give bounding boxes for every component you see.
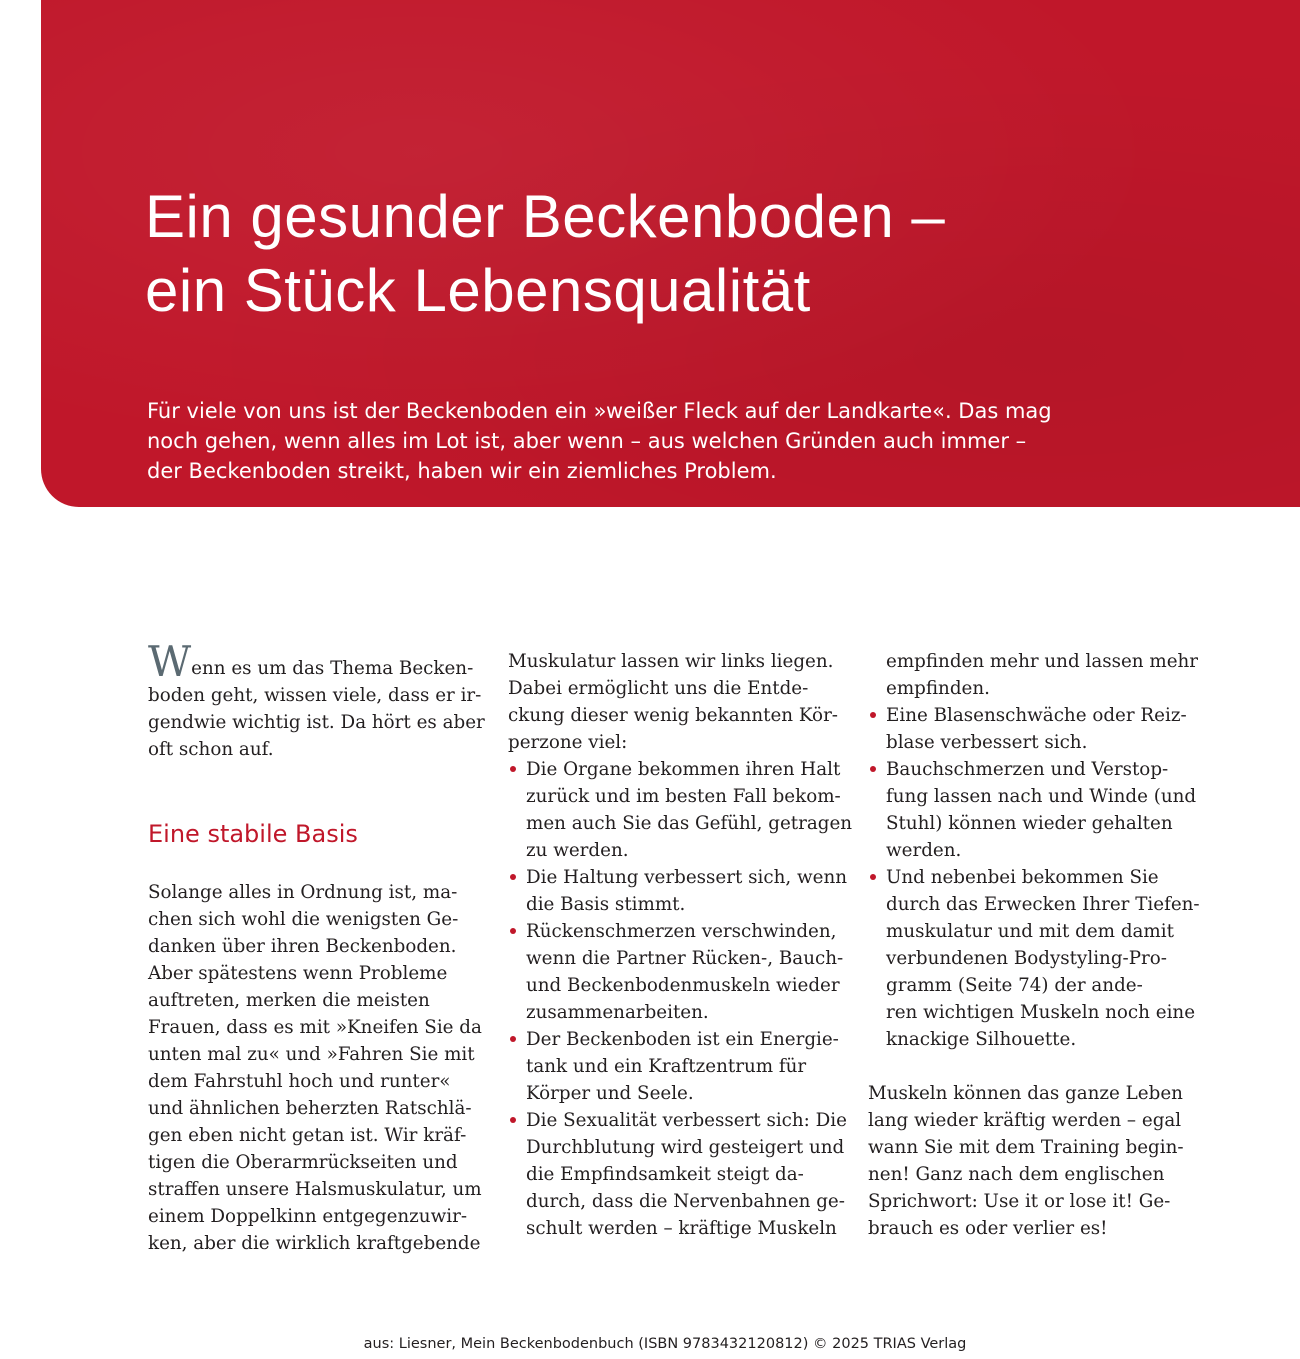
list-item-line: schult werden – kräftige Muskeln (526, 1218, 837, 1239)
text-column-1 (148, 637, 485, 1257)
list-item-line: Stuhl) können wieder gehalten (886, 813, 1173, 834)
list-item-line: Durchblutung wird gesteigert und (526, 1137, 845, 1158)
list-item-line: tank und ein Kraftzentrum für (526, 1056, 807, 1077)
list-item-line: werden. (886, 840, 962, 861)
intro-line: noch gehen, wenn alles im Lot ist, aber wenn – aus welchen Gründen auch immer – (147, 429, 1027, 453)
text-column-3 (868, 648, 1200, 1242)
list-item-line: Der Beckenboden ist ein Energie- (526, 1029, 839, 1050)
list-item-line: Die Sexualität verbessert sich: Die (526, 1110, 847, 1131)
list-item (508, 864, 847, 918)
bullet-dot-icon (510, 928, 516, 934)
drop-cap: W (148, 637, 192, 686)
list-item (868, 702, 1188, 756)
list-item-line: Und nebenbei bekommen Sie (886, 867, 1159, 888)
list-item-line: knackige Silhouette. (886, 1029, 1077, 1050)
list-item (508, 1107, 847, 1242)
paragraph-line: Frauen, dass es mit »Kneifen Sie da (148, 1017, 482, 1038)
section-heading: Eine stabile Basis (148, 820, 358, 848)
intro-line: der Beckenboden streikt, haben wir ein ziemliches Problem. (147, 459, 777, 483)
paragraph-line: Dabei ermöglicht uns die Entde- (508, 678, 809, 699)
paragraph-line: dem Fahrstuhl hoch und runter« (148, 1071, 451, 1092)
list-item-line: Körper und Seele. (526, 1083, 694, 1104)
list-item (868, 756, 1197, 864)
bullet-dot-icon (510, 766, 516, 772)
list-item (868, 864, 1200, 1053)
bullet-dot-icon (510, 874, 516, 880)
bullet-dot-icon (510, 1117, 516, 1123)
bullet-dot-icon (870, 766, 876, 772)
paragraph-line: lang wieder kräftig werden – egal (868, 1110, 1182, 1131)
list-item-line: wenn die Partner Rücken-, Bauch- (526, 948, 844, 969)
paragraph-line: wann Sie mit dem Training begin- (868, 1137, 1184, 1158)
paragraph-line: Aber spätestens wenn Probleme (148, 963, 448, 984)
list-item-line: Rückenschmerzen verschwinden, (526, 921, 837, 942)
list-item (508, 1026, 839, 1107)
list-item-line: Die Organe bekommen ihren Halt (526, 759, 841, 780)
paragraph-line: auftreten, merken die meisten (148, 990, 430, 1011)
paragraph-line: unten mal zu« und »Fahren Sie mit (148, 1044, 475, 1065)
paragraph-line: boden geht, wissen viele, dass er ir- (148, 685, 482, 706)
first-line-rest: enn es um das Thema Becken- (191, 658, 474, 679)
list-item (508, 918, 844, 1026)
paragraph-line: chen sich wohl die wenigsten Ge- (148, 909, 459, 930)
intro-line: Für viele von uns ist der Beckenboden ein »weißer Fleck auf der Landkarte«. Das mag (147, 399, 1052, 423)
page-title (145, 180, 945, 328)
list-item-continued (868, 648, 1199, 702)
title-line: ein Stück Lebensqualität (145, 257, 811, 324)
list-item-line: die Empfindsamkeit steigt da- (526, 1164, 804, 1185)
list-item-line: blase verbessert sich. (886, 732, 1088, 753)
paragraph-line: Solange alles in Ordnung ist, ma- (148, 882, 458, 903)
paragraph-line: Muskeln können das ganze Leben (868, 1083, 1183, 1104)
list-item-line: men auch Sie das Gefühl, getragen (526, 813, 853, 834)
paragraph-line: Sprichwort: Use it or lose it! Ge- (868, 1191, 1171, 1212)
paragraph-line: brauch es oder verlier es! (868, 1218, 1108, 1239)
paragraph-line: gendwie wichtig ist. Da hört es aber (148, 712, 485, 733)
bullet-dot-icon (510, 1036, 516, 1042)
list-item-line: fung lassen nach und Winde (und (886, 786, 1197, 807)
paragraph-line: tigen die Oberarmrückseiten und (148, 1152, 458, 1173)
list-item-line: die Basis stimmt. (526, 894, 686, 915)
list-item-line: durch das Erwecken Ihrer Tiefen- (886, 894, 1200, 915)
paragraph-line: gen eben nicht getan ist. Wir kräf- (148, 1125, 467, 1146)
paragraph-line: Muskulatur lassen wir links liegen. (508, 651, 834, 672)
list-item-line: zusammenarbeiten. (526, 1002, 709, 1023)
paragraph-line: oft schon auf. (148, 739, 274, 760)
list-item-line: verbundenen Bodystyling-Pro- (886, 948, 1167, 969)
source-footer: aus: Liesner, Mein Beckenbodenbuch (ISBN 9783432120812) © 2025 TRIAS Verlag (363, 1336, 967, 1352)
paragraph-line: ckung dieser wenig bekannten Kör- (508, 705, 838, 726)
list-item-line: muskulatur und mit dem damit (886, 921, 1174, 942)
header-banner (41, 0, 1300, 507)
paragraph-line: einem Doppelkinn entgegenzuwir- (148, 1206, 467, 1227)
list-item-line: gramm (Seite 74) der ande- (886, 975, 1143, 996)
intro-text (147, 396, 1267, 486)
list-item-line: Die Haltung verbessert sich, wenn (526, 867, 847, 888)
paragraph-line: danken über ihren Beckenboden. (148, 936, 457, 957)
list-item-line: empfinden mehr und lassen mehr (886, 651, 1199, 672)
list-item-line: ren wichtigen Muskeln noch eine (886, 1002, 1196, 1023)
paragraph-line: und ähnlichen beherzten Ratschlä- (148, 1098, 472, 1119)
first-line (148, 637, 474, 686)
list-item-line: empfinden. (886, 678, 990, 699)
paragraph-line: ken, aber die wirklich kraftgebende (148, 1233, 481, 1254)
list-item-line: durch, dass die Nervenbahnen ge- (526, 1191, 845, 1212)
paragraph-line: straffen unsere Halsmuskulatur, um (148, 1179, 482, 1200)
bullet-dot-icon (870, 712, 876, 718)
text-column-2 (508, 648, 853, 1242)
list-item-line: zurück und im besten Fall bekom- (526, 786, 841, 807)
list-item-line: und Beckenbodenmuskeln wieder (526, 975, 840, 996)
list-item (508, 756, 853, 864)
list-item-line: Eine Blasenschwäche oder Reiz- (886, 705, 1187, 726)
title-line: Ein gesunder Beckenboden – (145, 183, 946, 250)
paragraph-line: perzone viel: (508, 732, 628, 753)
list-item-line: Bauchschmerzen und Verstop- (886, 759, 1169, 780)
paragraph-line: nen! Ganz nach dem englischen (868, 1164, 1165, 1185)
list-item-line: zu werden. (526, 840, 629, 861)
bullet-dot-icon (870, 874, 876, 880)
